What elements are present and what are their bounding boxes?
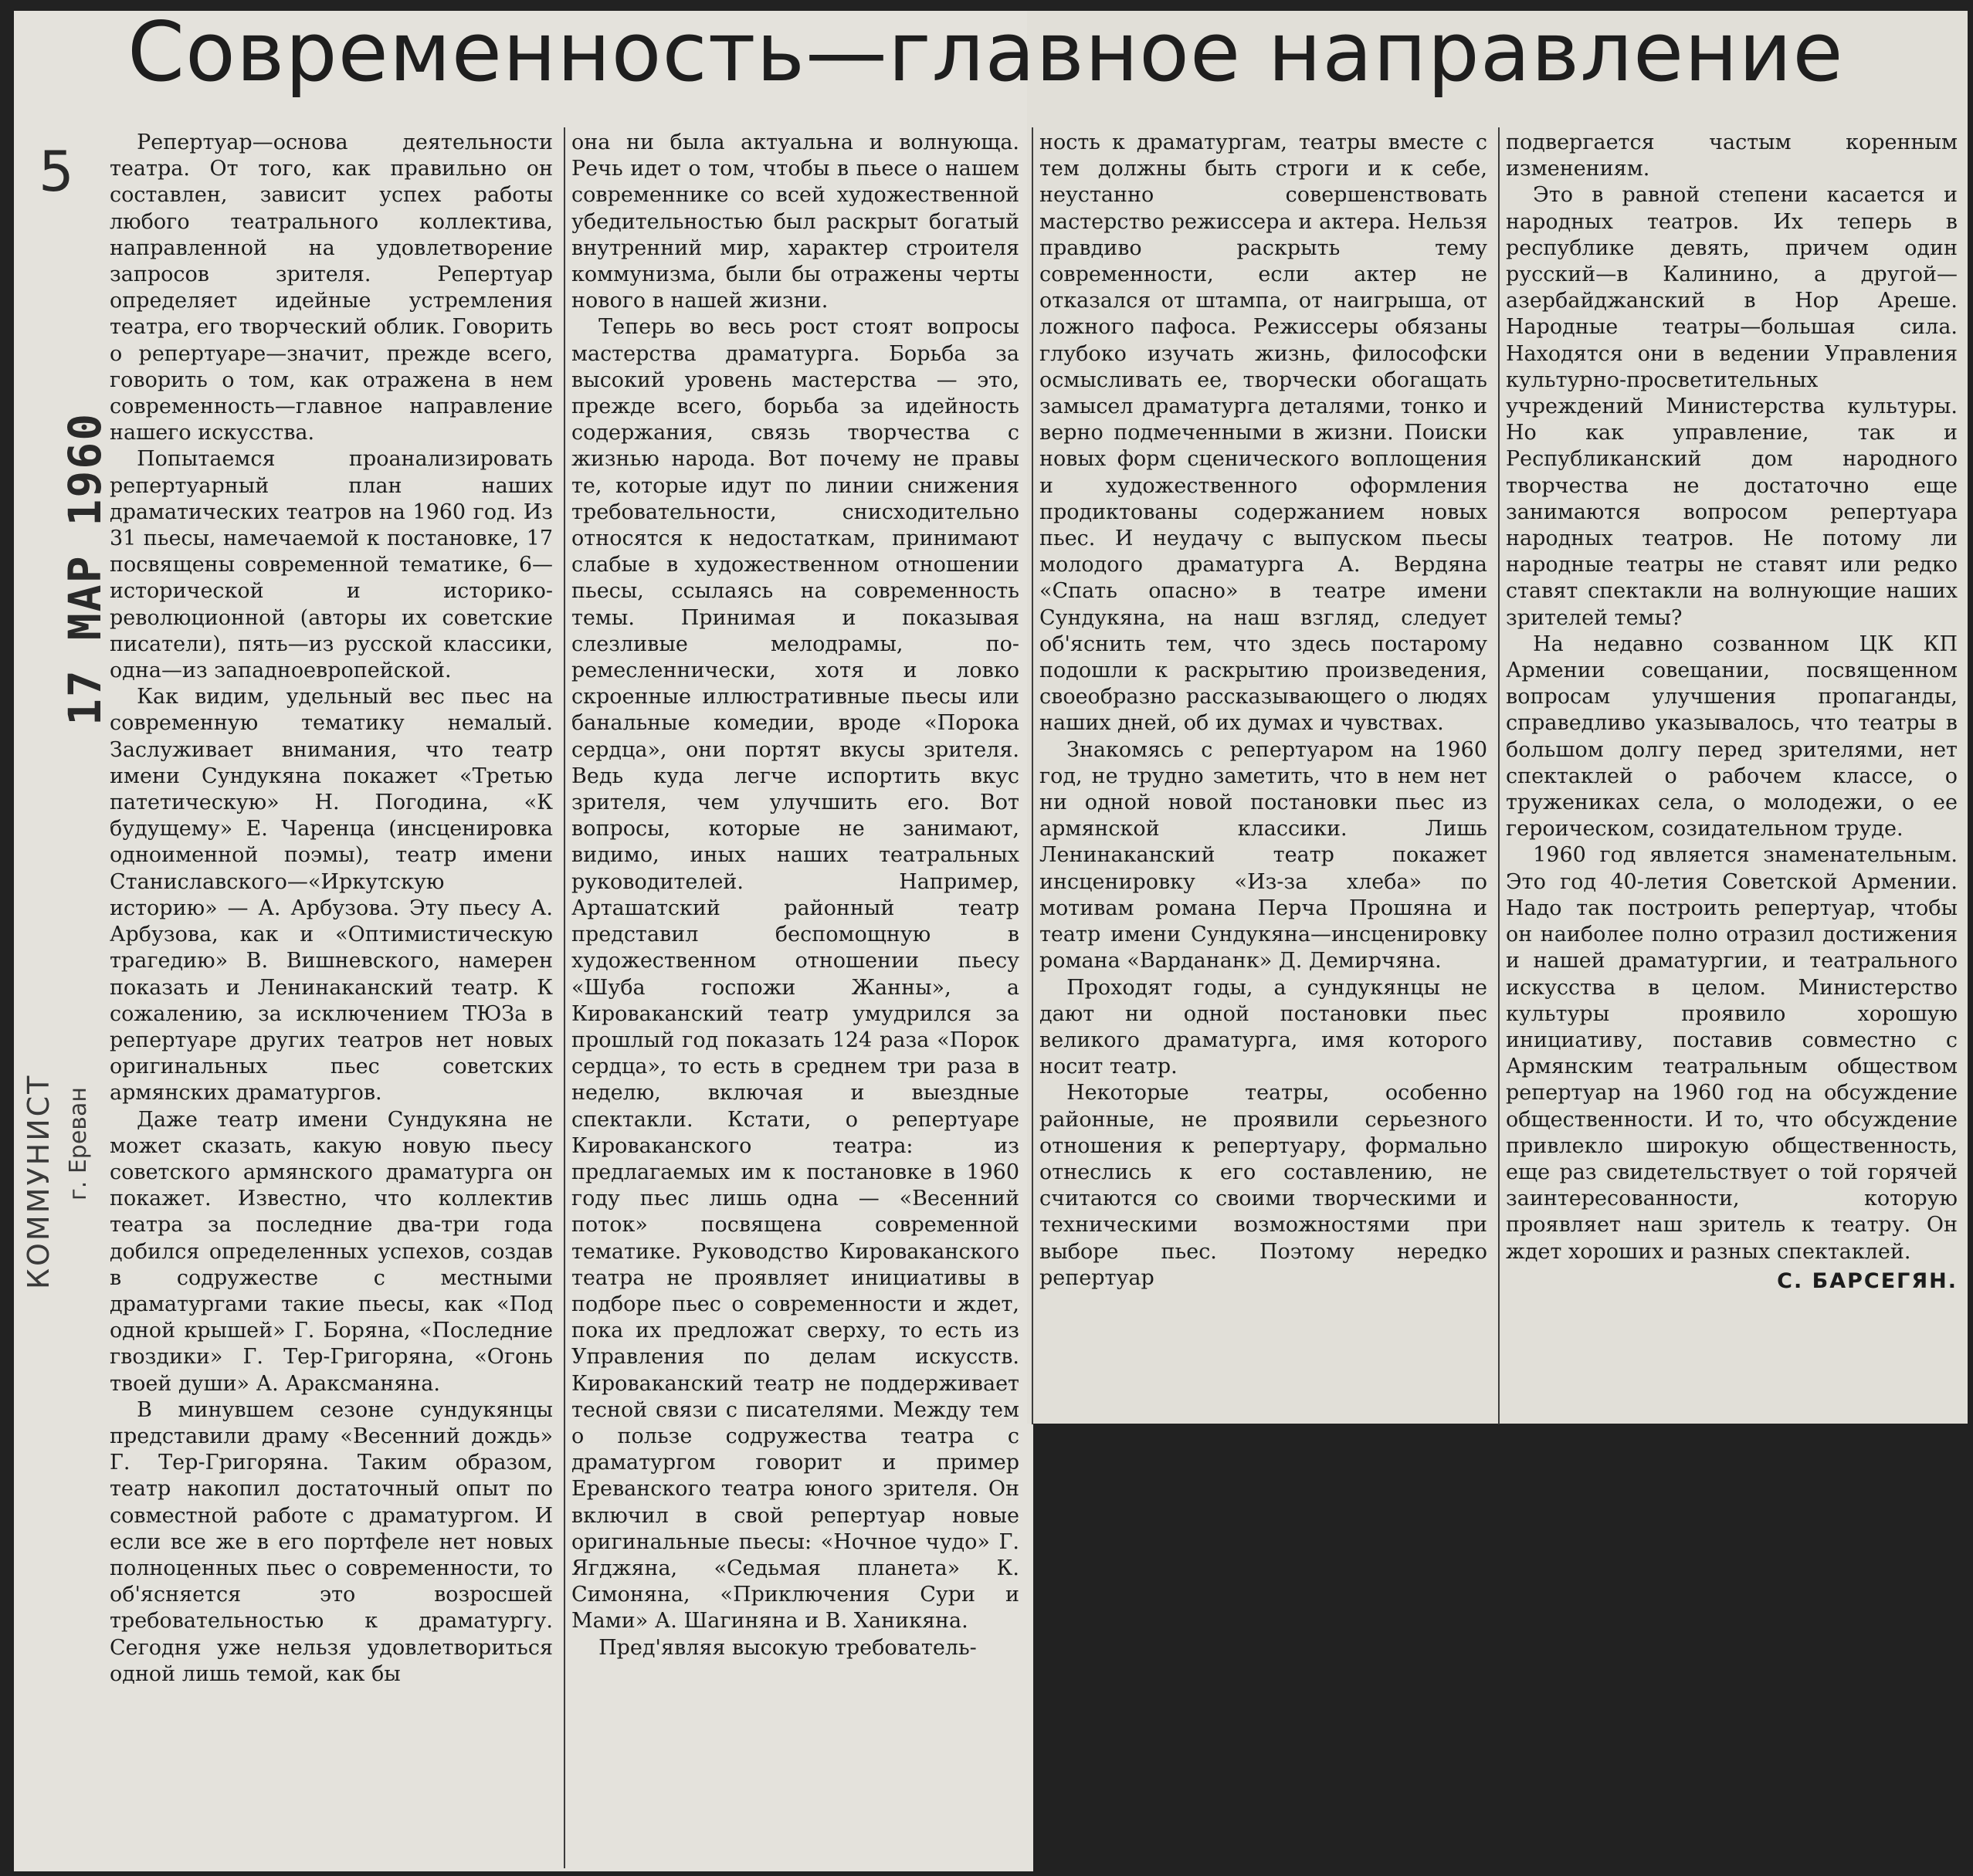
- article-paragraph: Репертуар—основа деятельности театра. От того, как правильно он составлен, зависит успех работы любого театрального коллектива, направленной на удовлетворение запросов зрителя. Репертуар определяет идейные устремления театра, его творческий облик. Говорить о репертуаре—значит, прежде всего, говорить о том, как отражена в нем современность—главное направление нашего искусства.: [110, 130, 553, 445]
- handwritten-page-mark: 5: [39, 139, 74, 204]
- author-signature: С. БАРСЕГЯН.: [1777, 1268, 1958, 1293]
- article-paragraph: Пред'являя высокую требователь-: [598, 1635, 977, 1660]
- article-paragraph: Некоторые театры, особенно районные, не проявили серьезного отношения к репертуару, формально отнеслись к его составлению, не считаются со своими творческими и техническими возможностями при выборе пьес. Поэтому нередко репертуар: [1039, 1081, 1487, 1290]
- article-paragraph: В минувшем сезоне сундукянцы представили драму «Весенний дождь» Г. Тер-Григоряна. Таким образом, театр накопил достаточный опыт по совместной работе с драматургом. И если все же в его портфеле нет новых полноценных пьес о современности, то об'ясняется это возросшей требовательностью к драматургу. Сегодня уже нельзя удовлетвориться одной лишь темой, как бы: [110, 1397, 553, 1686]
- column-rule-1: [564, 127, 565, 1868]
- city-stamp: г. Ереван: [65, 1087, 92, 1200]
- newspaper-stamp: КОММУНИСТ: [22, 1073, 56, 1289]
- date-stamp: 17 МАР 1960: [59, 411, 111, 726]
- article-paragraph: ность к драматургам, театры вместе с тем должны быть строги и к себе, неустанно совершенствовать мастерство режиссера и актера. Нельзя правдиво раскрыть тему современности, если актер не отказался от штампа, от наигрыша, от ложного пафоса. Режиссеры обязаны глубоко изучать жизнь, философски осмысливать ее, творчески обогащать замысел драматурга деталями, тонко и верно подмеченными в жизни. Поиски новых форм сценического воплощения и художественного оформления продиктованы содержанием новых пьес. И неудачу с выпуском пьесы молодого драматурга А. Вердяна «Спать опасно» в театре имени Сундукяна, на наш взгляд, следует об'яснить тем, что здесь постарому подошли к раскрытию произведения, своеобразно рассказывающего о людях наших дней, об их думах и чувствах.: [1039, 130, 1487, 736]
- article-paragraph: 1960 год является знаменательным. Это год 40-летия Советской Армении. Надо так построить репертуар, чтобы он наиболее полно отразил достижения и нашей драматургии, и театрального искусства в целом. Министерство культуры проявило хорошую инициативу, поставив совместно с Армянским театральным обществом репертуар на 1960 год на обсуждение общественности. И то, что обсуждение привлекло широкую общественность, еще раз свидетельствует о той горячей заинтересованности, которую проявляет наш зритель к театру. Он ждет хороших и разных спектаклей.: [1506, 843, 1958, 1264]
- article-column-1: [110, 130, 553, 1688]
- article-paragraph: она ни была актуальна и волнующа. Речь идет о том, чтобы в пьесе о нашем современнике со всей художественной убедительностью был раскрыт богатый внутренний мир, характер строителя коммунизма, были бы отражены черты нового в нашей жизни.: [571, 130, 1019, 313]
- article-paragraph: Попытаемся проанализировать репертуарный план наших драматических театров на 1960 год. Из 31 пьесы, намечаемой к постановке, 17 посвящены современной тематике, 6—исторической и историко-революционной (авторы их советские писатели), пять—из русской классики, одна—из западноевропейской.: [110, 447, 553, 683]
- column-rule-3: [1498, 127, 1500, 1424]
- column-rule-2: [1032, 127, 1033, 1424]
- article-paragraph: На недавно созванном ЦК КП Армении совещании, посвященном вопросам улучшения пропаганды, справедливо указывалось, что театры в большом долгу перед зрителями, нет спектаклей о рабочем классе, о тружениках села, о молодежи, о ее героическом, созидательном труде.: [1506, 632, 1958, 841]
- article-column-2: [571, 130, 1019, 1661]
- article-headline: Современность—главное направление: [127, 5, 1844, 100]
- article-column-4: [1506, 130, 1958, 1295]
- article-paragraph: Как видим, удельный вес пьес на современную тематику немалый. Заслуживает внимания, что театр имени Сундукяна покажет «Третью патетическую» Н. Погодина, «К будущему» Е. Чаренца (инсценировка одноименной поэмы), театр имени Станиславского—«Иркутскую историю» — А. Арбузова. Эту пьесу А. Арбузова, как и «Оптимистическую трагедию» В. Вишневского, намерен показать и Ленинаканский театр. К сожалению, за исключением ТЮЗа в репертуаре других театров нет новых оригинальных пьес советских армянских драматургов.: [110, 685, 553, 1106]
- article-column-3: [1039, 130, 1487, 1292]
- article-paragraph: Знакомясь с репертуаром на 1960 год, не трудно заметить, что в нем нет ни одной новой постановки пьес из армянской классики. Лишь Ленинаканский театр покажет инсценировку «Из-за хлеба» по мотивам романа Перча Прошяна и театр имени Сундукяна—инсценировку романа «Вардананк» Д. Демирчяна.: [1039, 737, 1487, 974]
- article-paragraph: подвергается частым коренным изменениям.: [1506, 130, 1958, 181]
- article-paragraph: Проходят годы, а сундукянцы не дают ни одной постановки пьес великого драматурга, имя которого носит театр.: [1039, 975, 1487, 1079]
- article-paragraph: Даже театр имени Сундукяна не может сказать, какую новую пьесу советского армянского драматурга он покажет. Известно, что коллектив театра за последние два-три года добился определенных успехов, создав в содружестве с местными драматургами такие пьесы, как «Под одной крышей» Г. Боряна, «Последние гвоздики» Г. Тер-Григоряна, «Огонь твоей души» А. Араксманяна.: [110, 1107, 553, 1396]
- article-paragraph: Это в равной степени касается и народных театров. Их теперь в республике девять, причем один русский—в Калинино, а другой—азербайджанский в Нор Ареше. Народные театры—большая сила. Находятся они в ведении Управления культурно-просветительных учреждений Министерства культуры. Но как управление, так и Республиканский дом народного творчества не достаточно еще занимаются вопросом репертуара народных театров. Не потому ли народные театры не ставят или редко ставят спектакли на волнующие наших зрителей темы?: [1506, 183, 1958, 630]
- article-paragraph: Теперь во весь рост стоят вопросы мастерства драматурга. Борьба за высокий уровень мастерства — это, прежде всего, борьба за идейность содержания, связь творчества с жизнью народа. Вот почему не правы те, которые идут по линии снижения требовательности, снисходительно относятся к недостаткам, принимают слабые в художественном отношении пьесы, ссылаясь на современность темы. Принимая и показывая слезливые мелодрамы, по-ремесленнически, хотя и ловко скроенные иллюстративные пьесы или банальные комедии, вроде «Порока сердца», они портят вкусы зрителя. Ведь куда легче испортить вкус зрителя, чем улучшить его. Вот вопросы, которые не занимают, видимо, иных наших театральных руководителей. Например, Арташатский районный театр представил беспомощную в художественном отношении пьесу «Шуба госпожи Жанны», а Кироваканский театр умудрился за прошлый год показать 124 раза «Порок сердца», то есть в среднем три раза в неделю, включая и выездные спектакли. Кстати, о репертуаре Кироваканского театра: из предлагаемых им к постановке в 1960 году пьес лишь одна — «Весенний поток» посвящена современной тематике. Руководство Кироваканского театра не проявляет инициативы в подборе пьес о современности и ждет, пока их предложат сверху, то есть из Управления по делам искусств. Кироваканский театр не поддерживает тесной связи с писателями. Между тем о пользе содружества театра с драматургом говорит и пример Ереванского театра юного зрителя. Он включил в свой репертуар новые оригинальные пьесы: «Ночное чудо» Г. Ягджяна, «Седьмая планета» К. Симоняна, «Приключения Сури и Мами» А. Шагиняна и В. Ханикяна.: [571, 315, 1019, 1634]
